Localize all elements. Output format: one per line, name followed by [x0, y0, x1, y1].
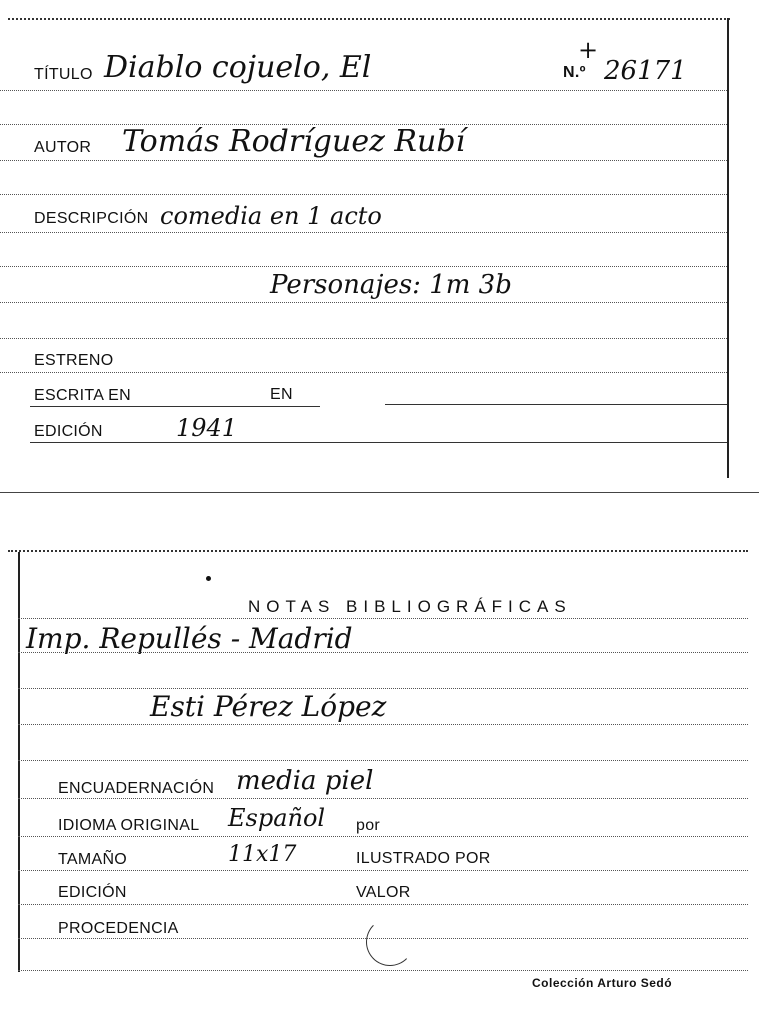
bottom-card-edge	[8, 550, 748, 552]
idioma-label: IDIOMA ORIGINAL	[58, 817, 200, 834]
notas-rule-2	[18, 652, 748, 653]
personajes-value: Personajes: 1m 3b	[270, 270, 512, 300]
descripcion-label: DESCRIPCIÓN	[34, 210, 149, 227]
bottom-rule	[18, 970, 748, 971]
card-separator	[0, 492, 759, 493]
notas-rule-1	[18, 618, 748, 619]
escrita-en-label: ESCRITA EN	[34, 387, 131, 404]
top-card-right-border	[727, 18, 729, 478]
por-label: por	[356, 817, 381, 834]
descripcion-rule	[0, 232, 727, 233]
en-line	[385, 404, 727, 405]
blank-rule-3	[0, 266, 727, 267]
titulo-label: TÍTULO	[34, 66, 93, 83]
tamano-label: TAMAÑO	[58, 851, 128, 868]
edicion-line	[30, 442, 727, 443]
autor-value: Tomás Rodríguez Rubí	[122, 124, 466, 159]
estreno-label: ESTRENO	[34, 352, 114, 369]
blank-rule-2	[0, 194, 727, 195]
escrita-en-line	[30, 406, 320, 407]
edicion-label-bottom: EDICIÓN	[58, 884, 127, 901]
autor-label: AUTOR	[34, 139, 92, 156]
blank-rule-4	[0, 302, 727, 303]
tamano-rule	[18, 870, 748, 871]
idioma-value: Español	[228, 804, 326, 832]
numero-mark: +	[578, 36, 599, 64]
numero-value: 26171	[604, 56, 687, 86]
edicion-value: 1941	[176, 414, 238, 442]
valor-label: VALOR	[356, 884, 411, 901]
note-line-2: Esti Pérez López	[150, 690, 387, 723]
collection-footer: Colección Arturo Sedó	[532, 976, 673, 990]
encuadernacion-label: ENCUADERNACIÓN	[58, 780, 215, 797]
titulo-rule	[0, 90, 727, 91]
edicion-rule-bottom	[18, 904, 748, 905]
procedencia-label: PROCEDENCIA	[58, 920, 179, 937]
autor-rule	[0, 160, 727, 161]
notas-heading: NOTAS BIBLIOGRÁFICAS	[248, 597, 572, 616]
note-line-1: Imp. Repullés - Madrid	[26, 622, 353, 655]
titulo-value: Diablo cojuelo, El	[104, 50, 372, 85]
estreno-rule	[0, 372, 727, 373]
blank-rule-5	[0, 338, 727, 339]
top-card-edge	[8, 18, 730, 20]
encuadernacion-rule	[18, 798, 748, 799]
punch-dot	[206, 576, 211, 581]
notas-rule-5	[18, 760, 748, 761]
numero-label: N.º	[563, 64, 586, 81]
notas-rule-4	[18, 724, 748, 725]
stamp-mark	[366, 918, 414, 966]
descripcion-value: comedia en 1 acto	[160, 202, 382, 230]
notas-rule-3	[18, 688, 748, 689]
idioma-rule	[18, 836, 748, 837]
edicion-label: EDICIÓN	[34, 423, 103, 440]
bottom-card-left-border	[18, 552, 20, 972]
encuadernacion-value: media piel	[236, 766, 374, 796]
en-label: EN	[270, 386, 293, 403]
ilustrado-label: ILUSTRADO POR	[356, 850, 491, 867]
tamano-value: 11x17	[228, 842, 297, 867]
